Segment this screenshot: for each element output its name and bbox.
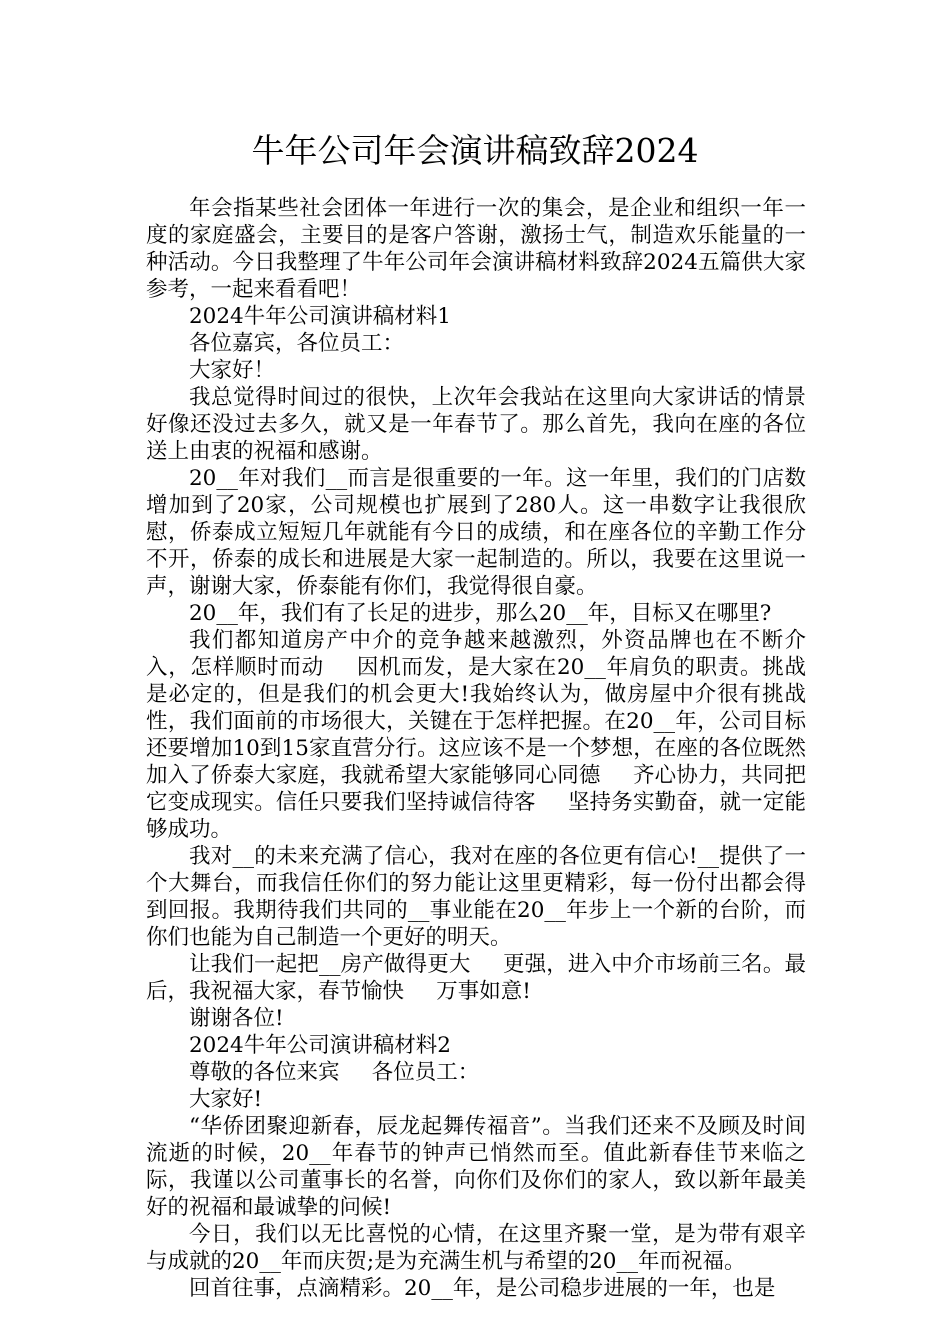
greeting: 大家好! [189, 1087, 263, 1112]
section-heading-2: 2024牛年公司演讲稿材料2 [189, 1033, 451, 1058]
salutation: 尊敬的各位来宾 各位员工： [189, 1060, 480, 1085]
paragraph: 让我们一起把__房产做得更大 更强，进入中介市场前三名。最后，我祝福大家，春节愉快 万事如意! [146, 952, 806, 1004]
paragraph: 我总觉得时间过的很快，上次年会我站在这里向大家讲话的情景好像还没过去多久，就又是一年春节了。那么首先，我向在座的各位送上由衷的祝福和感谢。 [146, 385, 806, 464]
paragraph: 20__年对我们__而言是很重要的一年。这一年里，我们的门店数增加到了20家，公司规模也扩展到了280人。这一串数字让我很欣慰，侨泰成立短短几年就能有今日的成绩，和在座各位的辛勤工作分不开，侨泰的成长和进展是大家一起制造的。所以，我要在这里说一声，谢谢大家，侨泰能有你们，我觉得很自豪。 [146, 466, 806, 599]
paragraph: 今日，我们以无比喜悦的心情，在这里齐聚一堂，是为带有艰辛与成就的20__年而庆贺;是为充满生机与希望的20__年而祝福。 [146, 1222, 806, 1274]
greeting: 大家好！ [189, 358, 276, 383]
document-title: 牛年公司年会演讲稿致辞2024 [251, 131, 699, 170]
paragraph: 20__年，我们有了长足的进步，那么20__年，目标又在哪里? [189, 601, 772, 626]
paragraph: “华侨团聚迎新春，辰龙起舞传福音”。当我们还来不及顾及时间流逝的时候，20__年春节的钟声已悄然而至。值此新春佳节来临之际，我谨以公司董事长的名誉，向你们及你们的家人，致以新年最美好的祝福和最诚挚的问候! [146, 1114, 806, 1220]
salutation: 各位嘉宾，各位员工： [189, 331, 405, 356]
section-heading-1: 2024牛年公司演讲稿材料1 [189, 304, 451, 329]
paragraph: 回首往事，点滴精彩。20__年，是公司稳步进展的一年，也是 [189, 1276, 776, 1301]
document-body [146, 195, 806, 1302]
paragraph: 我对__的未来充满了信心，我对在座的各位更有信心!__提供了一个大舞台，而我信任你们的努力能让这里更精彩，每一份付出都会得到回报。我期待我们共同的__事业能在20__年步上一个新的台阶，而你们也能为自己制造一个更好的明天。 [146, 844, 806, 950]
paragraph: 我们都知道房产中介的竞争越来越激烈，外资品牌也在不断介入，怎样顺时而动 因机而发，是大家在20__年肩负的职责。挑战是必定的，但是我们的机会更大!我始终认为，做房屋中介很有挑战性，我们面前的市场很大，关键在于怎样把握。在20__年，公司目标还要增加10到15家直营分行。这应该不是一个梦想，在座的各位既然加入了侨泰大家庭，我就希望大家能够同心同德 齐心协力，共同把它变成现实。信任只要我们坚持诚信待客 坚持务实勤奋，就一定能够成功。 [146, 628, 806, 842]
closing-thanks: 谢谢各位! [189, 1006, 284, 1031]
paragraph-intro: 年会指某些社会团体一年进行一次的集会，是企业和组织一年一度的家庭盛会，主要目的是客户答谢，激扬士气，制造欢乐能量的一种活动。今日我整理了牛年公司年会演讲稿材料致辞2024五篇供大家参考，一起来看看吧！ [146, 196, 806, 302]
